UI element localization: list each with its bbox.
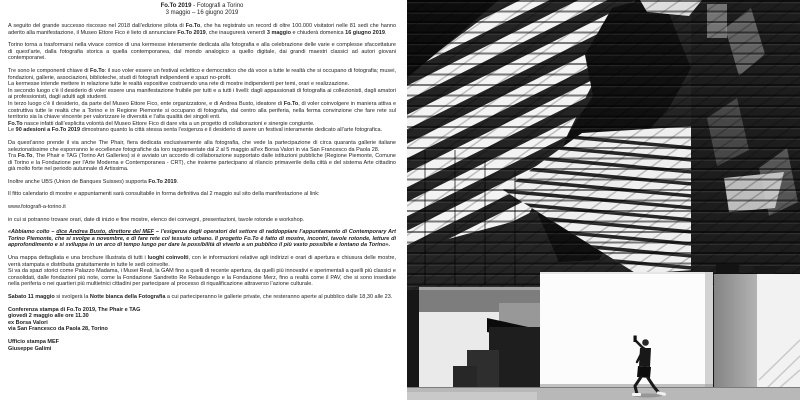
phair-paragraph [8,140,396,173]
paragraph-line: Giuseppe Galimi [8,345,52,352]
white-wall [540,272,713,390]
paragraph-line: Ufficio stampa MEF [8,338,60,345]
paragraph-line: ex Borsa Valori [8,319,48,326]
paragraph-line: Inoltre anche UBS (Union de Banques Suisses) supporta Fo.To 2019. [8,178,179,185]
luoghi-paragraph [8,255,396,288]
document-title-rest: - Fotografi a Torino [191,3,244,9]
paragraph-line: Tre sono le componenti chiave di Fo.To: il suo voler essere un festival eclettico e democratico che dà voce a tutte le realtà che si occupano di fotografia; musei, fondazioni, gallerie, associazioni, biblioteche, studi di fotografi indipendenti e spazi no-profit. [8,67,396,81]
kermesse-paragraph [8,42,396,62]
gray-pillar [714,274,757,390]
paragraph-line: giovedì 2 maggio alle ore 11.30 [8,313,89,320]
paragraph-line: Le 90 adesioni a Fo.To 2019 dimostrano quanto la città stessa senta l’esigenza e il desiderio di avere un festival interamente dedicato all’arte fotografica. [8,127,383,134]
paragraph-line: La kermesse intende mettere in relazione tutte le realtà espositive costruendo una rete di mostre indipendenti per temi, orari e realizzazione. [8,81,350,88]
ubs-paragraph [8,179,396,186]
paragraph-line: Una mappa dettagliata e una brochure illustrata di tutti i luoghi coinvolti, con le informazioni relative agli indirizzi e orari di apertura e chiusura delle mostre, verrà stampata e distribuita gratuitamente in tutte le sedi coinvolte. [8,255,397,268]
document-title-festival: Fo.To 2019 [160,3,192,9]
paragraph-line: In terzo luogo c’è il desiderio, da parte del Museo Ettore Fico, ente organizzatore, e di Andrea Busto, ideatore di Fo.To, di voler coinvolgere in maniera attiva e costruttiva tutte le realtà che a Torino e in Regione Piemonte si occupano di fotografia, dal centro alla periferia, nella ferma convinzione che fare rete sul territorio sia la chiave vincente per valorizzare le diversità e l’alta qualità dei singoli enti. [8,100,397,121]
notte-bianca-paragraph [8,294,396,301]
conference-info [8,307,396,333]
busto-quote [8,229,396,249]
runner-shoe [632,393,641,396]
runner-phone [634,336,637,343]
architecture-photo-graphic [407,0,800,400]
paragraph-line: Conferenza stampa di Fo.To 2019, The Phair e TAG [8,306,141,313]
document-title [8,3,396,10]
bracket-hatch-overlay [407,0,800,292]
runner-shorts [637,366,651,378]
paragraph-line[interactable]: www.fotografi-a-torino.it [8,204,66,211]
paragraph-line: In secondo luogo c’è il desiderio di voler essere una manifestazione fruibile per tutti e a tutti i livelli: dagli appassionati di fotografia ai collezionisti, dagli amatori ai professionisti, dagli adulti agli studenti. [8,87,396,101]
paragraph-line: Tra Fo.To, The Phair e TAG (Torino Art Galleries) si è avviato un accordo di collaborazione supportato dalle istituzioni pubbliche (Regione Piemonte, Comune di Torino e la Fondazione per l’Arte Moderna e Contemporanea - CRT), che insieme partecipano al rilancio primaverile della città e del sistema Arte cittadino già molto forte nel periodo autunnale di Artissima. [8,153,396,173]
website-link[interactable] [8,204,396,211]
document-subtitle: 3 maggio – 16 giugno 2019 [165,10,239,16]
paragraph-line: Si va da spazi storici come Palazzo Madama, i Musei Reali, la GAM fino a quelli di recente apertura, da quelli più innovativi e sperimentali a quelli più classici e consolidati, dalle fondazioni più note, come la Fondazione Sandretto Re Rebaudengo e la Fondazione Merz, fino a realtà come il PAV, che si sono insediate nella periferia o nei quartieri più multietnici cittadini per partecipare al processo di riqualificazione attraverso l’azione culturale. [8,268,396,288]
runner-torso [639,348,651,367]
paragraph-line: Torino torna a trasformarsi nella vivace cornice di una kermesse interamente dedicata alla fotografia e alla celebrazione delle varie e complesse sfaccettature di quest’arte, dalla fotografia storica a quella contemporanea, dal mondo analogico a quello digitale, dai grandi maestri classici ad autori giovani contemporanei. [8,42,396,62]
paragraph-line: Sabato 11 maggio si svolgerà la Notte bianca della Fotografia a cui parteciperanno le gallerie private, che resteranno aperte al pubblico dalle 18,30 alle 23. [8,294,393,300]
paragraph-line: Fo.To nasce infatti dall’esplicita volontà del Museo Ettore Fico di dare vita a un progetto di collaborazioni e sinergie congiunte. [8,120,315,127]
press-office-info [8,339,396,352]
paragraph-line: via San Francesco da Paola 28, Torino [8,326,108,333]
paragraph-line: Il fitto calendario di mostre e appuntamenti sarà consultabile in forma definitiva dal 2 maggio sul sito della manifestazione al link: [8,191,320,198]
componenti-paragraph [8,68,396,134]
paragraph-line: in cui si potranno trovare orari, date di inizio e fine mostre, elenco dei convegni, presentazioni, tavole rotonde e workshop. [8,216,305,223]
intro-paragraph [8,23,396,36]
festival-photograph [407,0,800,400]
paragraph-line: Da quest’anno prende il via anche The Phair, fiera dedicata esclusivamente alla fotografia, che vede la partecipazione di circa quaranta gallerie italiane selezionatissime che esporranno le eccellenze fotografiche da loro rappresentate dal 2 al 5 maggio all’ex Borsa Valori in via San Francesco da Paola 28. [8,139,396,153]
calendario-paragraph [8,191,396,198]
press-paragraphs [8,23,396,352]
paragraph-line: «Abbiamo colto – dice Andrea Busto, direttore del MEF – l’esigenza degli operatori del settore di raddoppiare l’appuntamento di Contemporary Art Torino Piemonte, che si svolge a novembre, e di fare rete col tessuto urbano. Il progetto Fo.To è fatto di mostre, incontri, tavole rotonde, letture di approfondimento e si sviluppa in un arco di tempo lungo per dare la possibilità di viverlo a un pubblico il più vasto possibile e lontano da Torino». [8,229,396,249]
runner-head [642,339,649,346]
document-header [8,3,396,17]
website-note-paragraph [8,217,396,224]
paragraph-line: A seguito del grande successo riscosso nel 2018 dall’edizione pilota di Fo.To, che ha registrato un record di oltre 100.000 visitatori nelle 81 sedi che hanno aderito alla manifestazione, il Museo Ettore Fico è lieto di annunciare Fo.To 2019, che inaugurerà venerdì 3 maggio e chiuderà domenica 16 giugno 2019. [8,23,397,36]
